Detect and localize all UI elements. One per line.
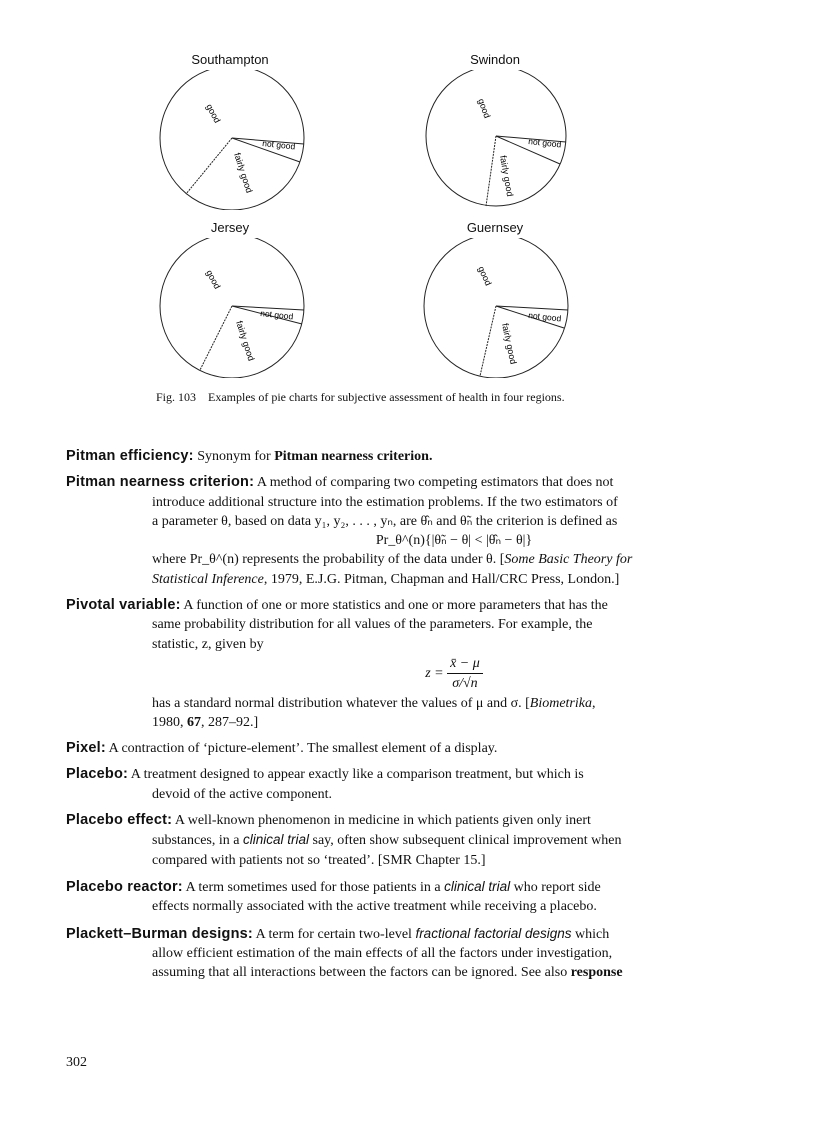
pie-divider-fairly-good: [200, 306, 232, 370]
entry-cross-reference: clinical trial: [444, 878, 511, 894]
pie-jersey: [150, 238, 320, 378]
entry-pivotal-variable: [66, 596, 756, 732]
entry-text: , 1979, E.J.G. Pitman, Chapman and Hall/CRC Press, London.]: [263, 571, 620, 587]
entry-cross-reference: fractional factorial designs: [415, 925, 572, 941]
entry-pixel: [66, 739, 756, 758]
pie-southampton: [150, 70, 320, 210]
entry-line: [66, 713, 756, 732]
entry-book-title: Some Basic Theory for: [504, 552, 633, 568]
entry-placebo: [66, 765, 756, 804]
pie-title-jersey: Jersey: [210, 220, 250, 235]
entry-plackett-burman-designs: [66, 924, 756, 983]
pie-divider-fairly-good: [480, 306, 496, 376]
pie-divider-fairly-good: [186, 138, 232, 194]
entry-formula: [66, 654, 756, 694]
pie-label-good: good: [204, 268, 223, 291]
entry-headword: Placebo:: [66, 766, 129, 783]
entry-headword: Pivotal variable:: [66, 597, 181, 614]
entry-text: , 287–92.]: [201, 714, 259, 730]
entry-journal: Biometrika: [529, 695, 592, 711]
entry-pitman-nearness-criterion: [66, 473, 756, 589]
entry-pitman-efficiency: [66, 447, 756, 466]
entry-line: [66, 570, 756, 589]
formula-denominator: σ/√n: [452, 676, 478, 692]
pie-label-good: good: [476, 264, 494, 288]
figure-caption-label: Fig. 103: [156, 390, 197, 404]
pie-title-swindon: Swindon: [470, 52, 520, 67]
pie-title-guernsey: Guernsey: [466, 220, 524, 235]
entry-line: devoid of the active component.: [152, 786, 332, 802]
entry-line: [66, 924, 756, 944]
entry-headword: Placebo reactor:: [66, 878, 183, 895]
entry-text: has a standard normal distribution whatever the values of μ and σ. [: [152, 695, 530, 711]
entry-headword: Pitman nearness criterion:: [66, 474, 255, 491]
entry-text: who report side: [513, 879, 601, 895]
formula-fraction: [447, 654, 483, 694]
entry-volume: 67: [187, 714, 201, 730]
entry-line: [66, 811, 756, 830]
pie-label-not-good: not good: [527, 136, 562, 150]
figure-caption: [156, 390, 565, 405]
entry-line: [66, 830, 756, 850]
entry-text: Synonym for: [197, 449, 271, 464]
entry-text: assuming that all interactions between the factors can be ignored. See also: [152, 965, 568, 981]
entry-cross-reference: clinical trial: [242, 832, 310, 848]
entry-headword: Plackett–Burman designs:: [66, 925, 253, 942]
pie-label-not-good: not good: [527, 310, 562, 324]
entry-text: A contraction of ‘picture-element’. The smallest element of a display.: [108, 741, 498, 757]
entry-text: A term sometimes used for those patients in a: [185, 879, 441, 895]
entry-text: A well-known phenomenon in medicine in which patients given only inert: [174, 813, 591, 829]
entry-text: say, often show subsequent clinical improvement when: [312, 833, 622, 849]
pie-label-good: good: [476, 97, 493, 120]
entry-book-title-cont: Statistical Inference: [152, 571, 264, 587]
entry-line: [66, 473, 756, 492]
entry-cross-reference: response: [570, 965, 623, 981]
entry-line: introduce additional structure into the estimation problems. If the two estimators of: [152, 494, 618, 510]
pie-label-not-good: not good: [259, 308, 294, 322]
pie-label-not-good: not good: [261, 138, 296, 152]
entry-headword: Pixel:: [66, 740, 106, 757]
entry-line: [66, 963, 756, 982]
entry-line: [66, 596, 756, 615]
pie-label-good: good: [204, 102, 223, 125]
entry-line: a parameter θ, based on data y₁, y₂, . . . , yₙ, are θ̂ₙ and θ̃ₙ the criterion is defined as: [152, 513, 618, 529]
entry-line: same probability distribution for all values of the parameters. For example, the: [152, 617, 593, 633]
entry-text: A function of one or more statistics and one or more parameters that has the: [183, 598, 608, 614]
entry-line: [66, 765, 756, 784]
entry-placebo-reactor: [66, 877, 756, 917]
entry-line: statistic, z, given by: [152, 636, 264, 652]
entry-line: [66, 447, 756, 466]
pie-swindon: [418, 70, 588, 210]
entry-text: which: [575, 926, 610, 942]
entry-text: A term for certain two-level: [255, 926, 412, 942]
entry-text: where Pr_θ^(n) represents the probability of the data under θ. [: [152, 552, 505, 568]
pie-title-southampton: Southampton: [191, 52, 269, 67]
entry-line: [66, 739, 756, 758]
pie-guernsey: [418, 238, 588, 378]
entry-line: [66, 694, 756, 713]
pie-label-fairly-good: fairly good: [500, 322, 519, 366]
entry-line: effects normally associated with the active treatment while receiving a placebo.: [152, 899, 597, 915]
formula-lhs: z =: [425, 665, 444, 681]
pie-label-fairly-good: fairly good: [498, 154, 516, 198]
entry-text: A method of comparing two competing estimators that does not: [256, 475, 614, 491]
pie-outline: [160, 238, 304, 378]
page-number: 302: [66, 1055, 87, 1070]
entry-formula: Pr_θ^(n){|θ̃ₙ − θ| < |θ̂ₙ − θ|}: [375, 533, 533, 549]
entry-text: ,: [592, 695, 596, 711]
entry-text: 1980,: [152, 714, 184, 730]
entry-line: [66, 877, 756, 897]
pie-divider-fairly-good: [486, 136, 496, 206]
entry-headword: Placebo effect:: [66, 812, 173, 829]
dictionary-entries: [66, 447, 756, 989]
entry-cross-reference: Pitman nearness criterion.: [274, 449, 433, 464]
entry-line: [66, 550, 756, 569]
pie-label-fairly-good: fairly good: [232, 151, 255, 195]
pie-label-fairly-good: fairly good: [234, 319, 257, 363]
entry-text: substances, in a: [152, 833, 240, 849]
entry-line: allow efficient estimation of the main effects of all the factors under investigation,: [152, 945, 613, 961]
entry-line: compared with patients not so ‘treated’. [SMR Chapter 15.]: [152, 852, 486, 868]
figure-caption-text: Examples of pie charts for subjective assessment of health in four regions.: [208, 390, 565, 404]
formula-numerator: x̄ − μ: [447, 654, 483, 674]
pie-chart-figure: [0, 0, 816, 410]
entry-placebo-effect: [66, 811, 756, 870]
entry-headword: Pitman efficiency:: [66, 448, 194, 464]
entry-text: A treatment designed to appear exactly like a comparison treatment, but which is: [130, 767, 584, 783]
